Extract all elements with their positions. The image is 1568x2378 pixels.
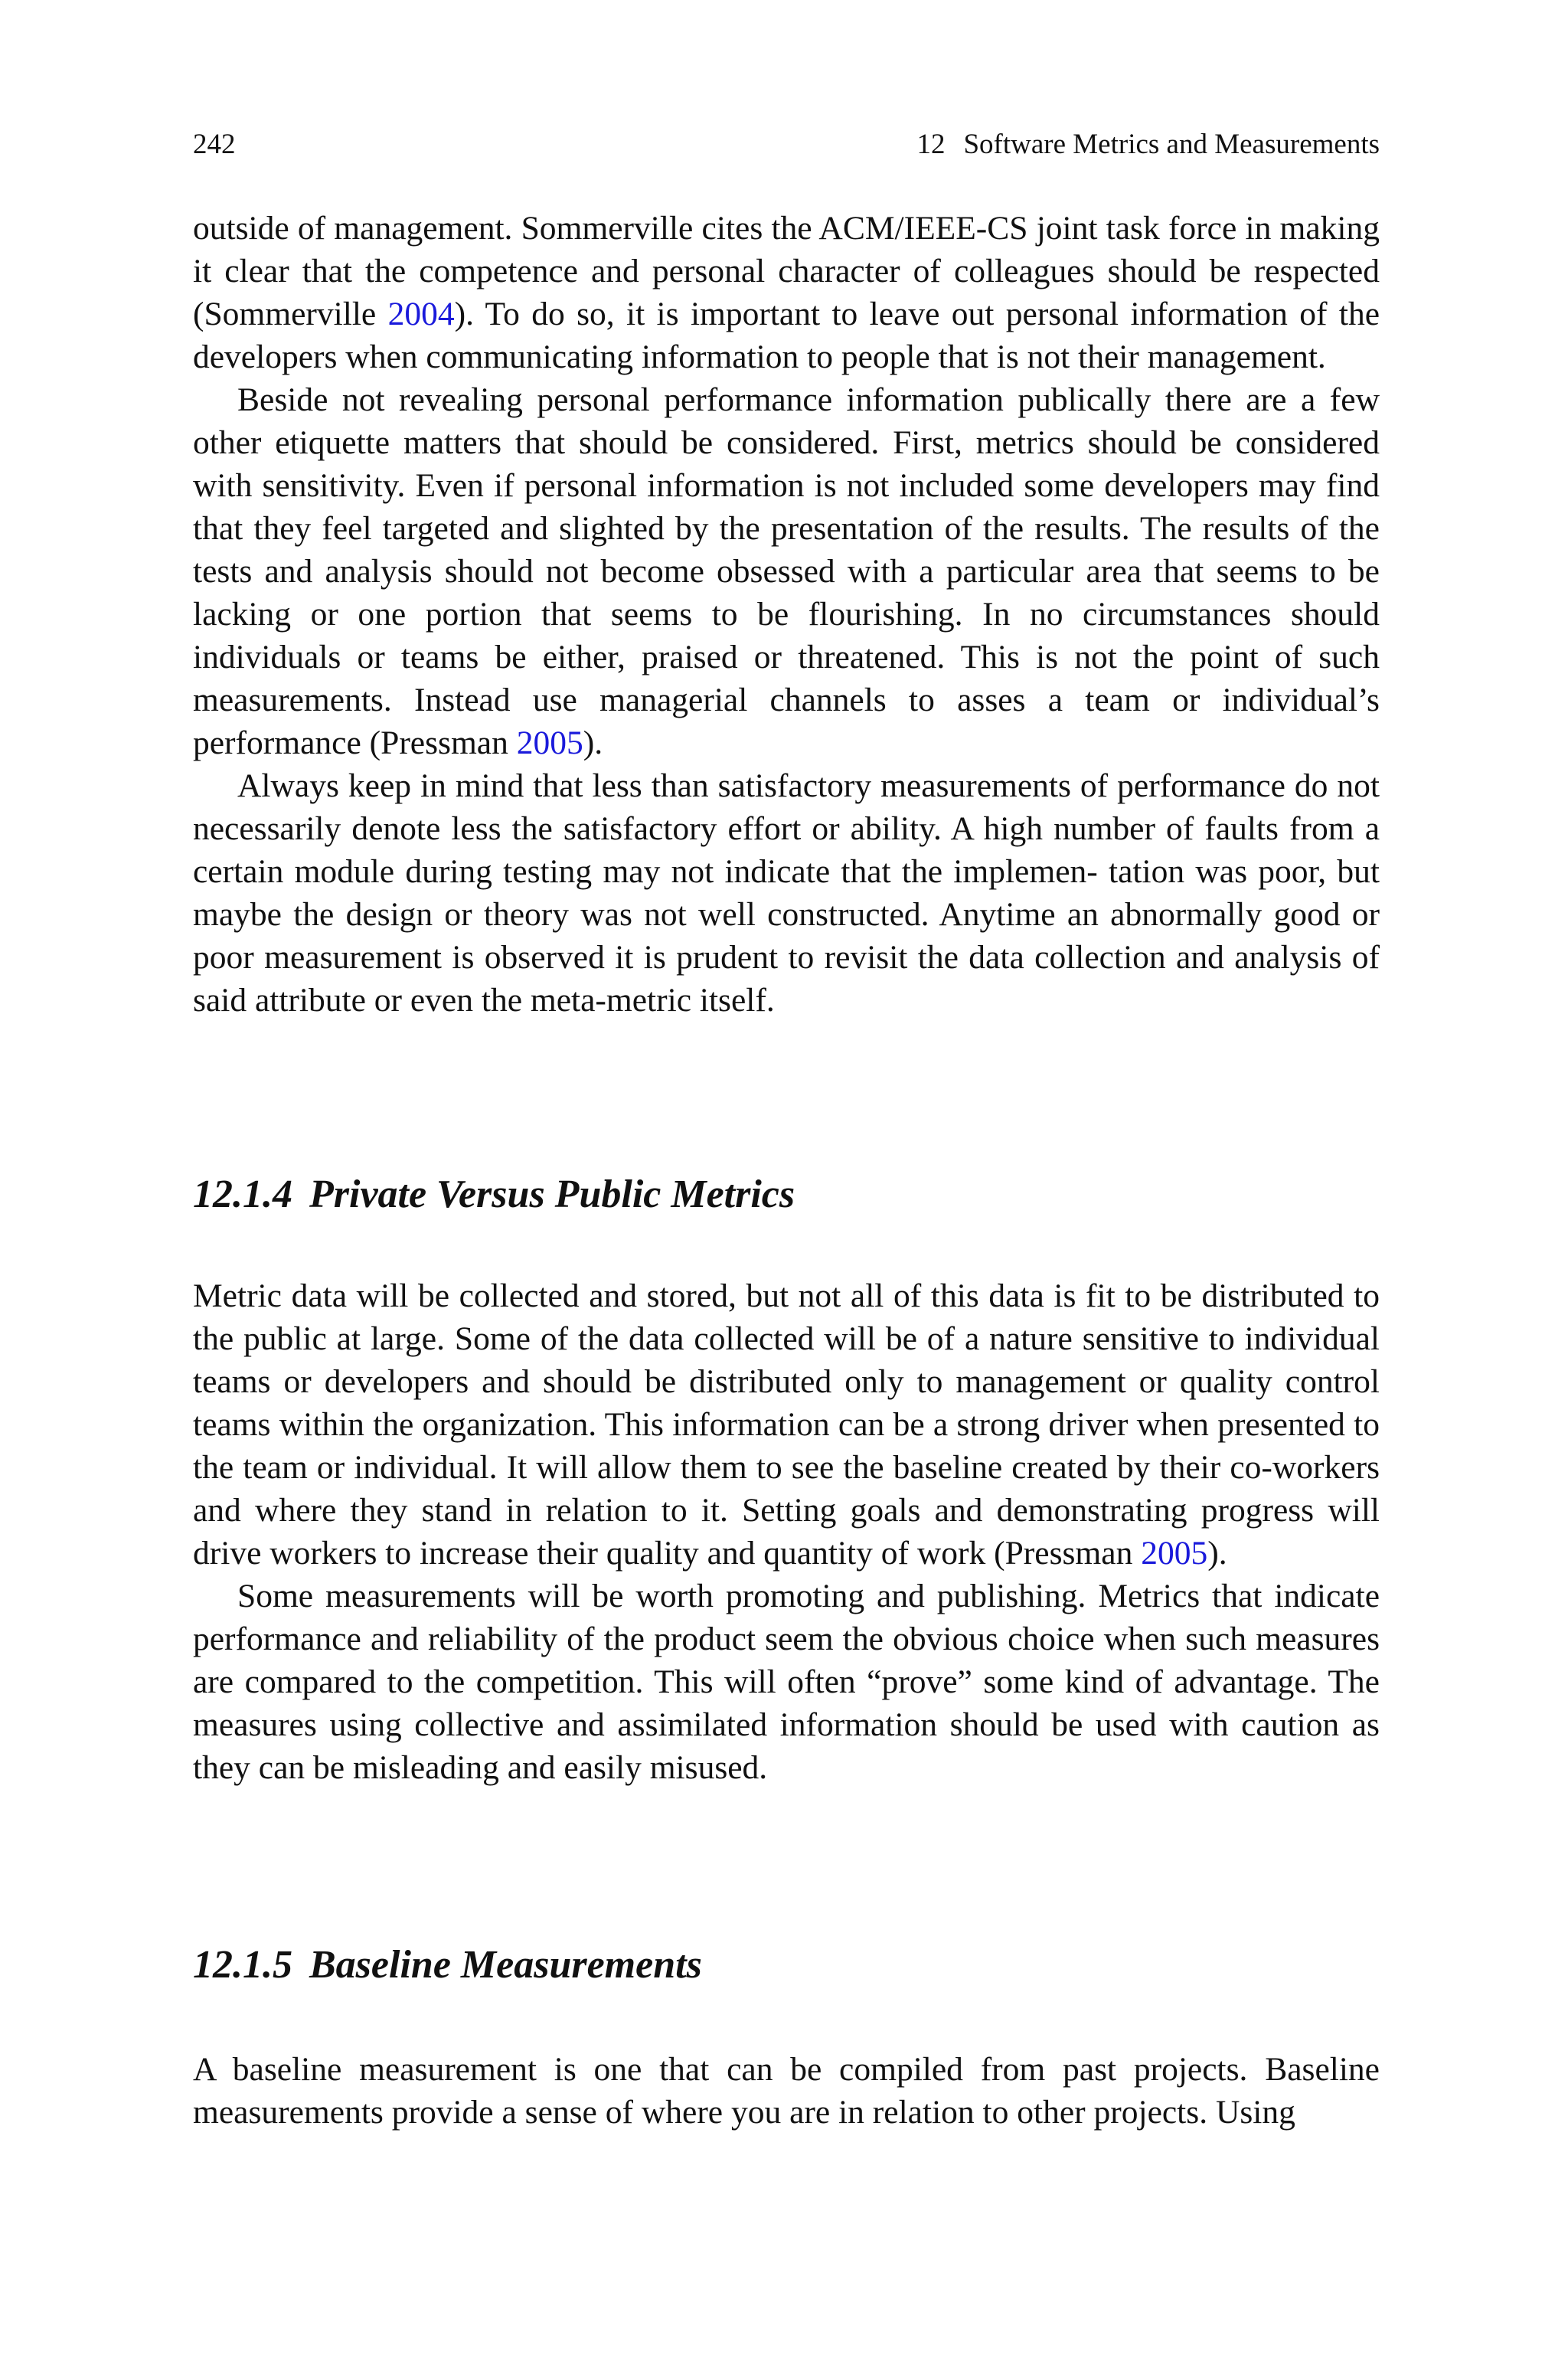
paragraph-text: ). (583, 725, 603, 761)
paragraph-text: Beside not revealing personal performance information publically there are a few other etiquette matters that should be considered. First, metrics should be considered with sensitivity. Even if personal information is not included some developers may find that they feel targeted and slighted by the presentation of the results. The results of the tests and analysis should not become obsessed with a particular area that seems to be lacking or one portion that seems to be flourishing. In no circumstances should individuals or teams be either, praised or threatened. This is not the point of such measurements. Instead use managerial channels to asses a team or individual’s performance (Pressman (193, 381, 1380, 761)
citation-link[interactable]: 2005 (516, 725, 583, 761)
paragraph-text: Metric data will be collected and stored, but not all of this data is fit to be distributed to the public at large. Some of the data collected will be of a nature sensitive to individual teams or developers and should be distributed only to management or quality control teams within the organization. This information can be a strong driver when presented to the team or individual. It will allow them to see the baseline created by their co-workers and where they stand in relation to it. Setting goals and demonstrating progress will drive workers to increase their quality and quantity of work (Pressman (193, 1277, 1380, 1572)
paragraph (193, 378, 1380, 764)
citation-link[interactable]: 2005 (1141, 1535, 1208, 1572)
paragraph: Some measurements will be worth promoting and publishing. Metrics that indicate performance and reliability of the product seem the obvious choice when such measures are compared to the competition. This will often “prove” some kind of advantage. The measures using collective and assimilated information should be used with caution as they can be misleading and easily misused. (193, 1578, 1380, 1786)
chapter-number: 12 (916, 129, 946, 160)
paragraph-text: ). (1207, 1535, 1227, 1572)
section-number: 12.1.4 (193, 1173, 292, 1216)
paragraph (193, 1274, 1380, 1575)
section-heading-12-1-4 (193, 1170, 1380, 1219)
section-title: Baseline Measurements (309, 1943, 702, 1987)
paragraph (193, 207, 1380, 378)
section-title: Private Versus Public Metrics (309, 1173, 795, 1216)
chapter-title: Software Metrics and Measurements (963, 129, 1380, 160)
paragraph-text: tation was poor, but maybe the design or theory was not well constructed. Anytime an abnormally good or poor measurement is observed it is prudent to revisit the data collection and analysis of said attribute or even the meta-metric itself. (193, 853, 1380, 1019)
paragraph-text: outside of management. Sommerville cites the ACM/IEEE-CS joint task force in making it clear that the competence and personal character of colleagues should be respected (Sommerville (193, 210, 1380, 332)
section-number: 12.1.5 (193, 1943, 292, 1987)
page-header (193, 127, 1380, 162)
continuation-text (193, 207, 1380, 1022)
paragraph: A baseline measurement is one that can be compiled from past projects. Baseline measurements provide a sense of where you are in relation to other projects. Using (193, 2051, 1380, 2131)
paragraph-text: Always keep in mind that less than satisfactory measurements of performance do not necessarily denote less the satisfactory effort or ability. A high number of faults from a certain module during testing may not indicate that the implemen- (193, 767, 1380, 890)
citation-link[interactable]: 2004 (387, 296, 455, 332)
section-heading-12-1-5 (193, 1941, 1380, 1990)
paragraph-text: ). To do so, it is important to leave out personal information of the developers when communicating information to people that is not their management. (193, 296, 1380, 375)
paragraph (193, 764, 1380, 1022)
running-title (916, 127, 1380, 162)
page-number: 242 (193, 129, 236, 160)
section-12-1-5-body (193, 2048, 1380, 2134)
section-12-1-4-body (193, 1274, 1380, 1789)
